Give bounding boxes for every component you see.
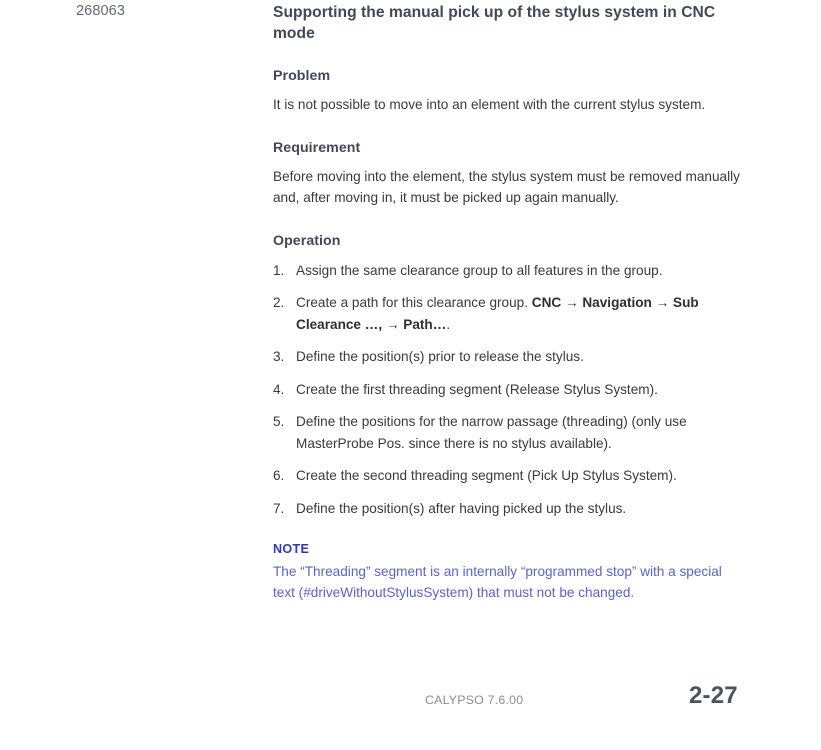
operation-step-number: 7. bbox=[273, 500, 285, 516]
operation-step bbox=[273, 292, 755, 335]
operation-step-text: Assign the same clearance group to all features in the group. bbox=[296, 262, 663, 278]
margin-reference-number: 268063 bbox=[76, 3, 125, 19]
page-footer bbox=[0, 681, 821, 731]
note-text: The “Threading” segment is an internally “programmed stop” with a special text (#driveWithoutStylusSystem) that must not be changed. bbox=[273, 564, 722, 600]
section-text-requirement: Before moving into the element, the stylus system must be removed manually and, after moving in, it must be picked up again manually. bbox=[273, 168, 740, 205]
footer-product-version: CALYPSO 7.6.00 bbox=[425, 693, 524, 707]
content-column bbox=[273, 0, 755, 603]
operation-step-text: Create the second threading segment (Pick Up Stylus System). bbox=[296, 468, 677, 483]
operation-step-number: 5. bbox=[273, 414, 285, 429]
operation-step bbox=[273, 379, 755, 401]
operation-step-text: Create the first threading segment (Release Stylus System). bbox=[296, 381, 658, 397]
operation-step-text: Define the position(s) after having picked up the stylus. bbox=[296, 500, 627, 516]
operation-step-menu-path: CNC → Navigation → Sub Clearance …, → Path… bbox=[296, 295, 699, 332]
operation-step-text: Define the position(s) prior to release the stylus. bbox=[296, 349, 584, 364]
section-heading-requirement: Requirement bbox=[273, 139, 361, 156]
note-block bbox=[273, 519, 755, 603]
operation-step-number: 1. bbox=[273, 262, 285, 278]
operation-step-number: 6. bbox=[273, 468, 285, 483]
footer-page-number: 2-27 bbox=[689, 682, 738, 709]
operation-step-text: Define the positions for the narrow passage (threading) (only use MasterProbe Pos. since there is no stylus available). bbox=[296, 414, 687, 451]
operation-step-trailing: . bbox=[446, 316, 451, 332]
page-title: Supporting the manual pick up of the stylus system in CNC mode bbox=[273, 4, 716, 42]
operation-step bbox=[273, 498, 755, 520]
operation-step-number: 4. bbox=[273, 381, 285, 397]
section-heading-operation: Operation bbox=[273, 232, 341, 249]
margin-column bbox=[0, 0, 265, 750]
section-heading-problem: Problem bbox=[273, 68, 331, 84]
section-text-problem: It is not possible to move into an element with the current stylus system. bbox=[273, 97, 706, 112]
note-heading: NOTE bbox=[273, 542, 310, 556]
operation-step bbox=[273, 260, 755, 282]
operation-step-number: 2. bbox=[273, 295, 285, 310]
operation-step-text: Create a path for this clearance group. bbox=[296, 295, 532, 310]
operation-step-number: 3. bbox=[273, 349, 285, 364]
operation-step bbox=[273, 346, 755, 368]
operation-step-list bbox=[273, 249, 755, 520]
operation-step bbox=[273, 465, 755, 487]
operation-step bbox=[273, 411, 755, 454]
